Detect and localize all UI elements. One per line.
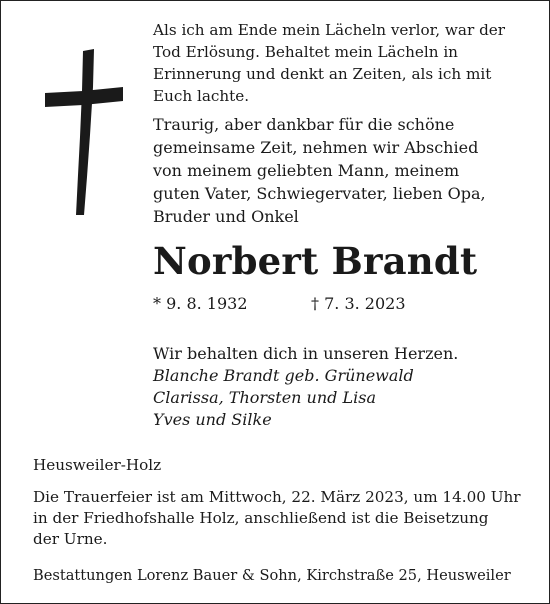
deceased-name: Norbert Brandt <box>153 239 478 283</box>
announcement-line: Bruder und Onkel <box>153 207 299 226</box>
birth-date: * 9. 8. 1932 <box>153 294 248 313</box>
service-line: in der Friedhofshalle Holz, anschließend ist die Beisetzung <box>33 509 489 527</box>
family <box>153 343 533 431</box>
poem-line: Tod Erlösung. Behaltet mein Lächeln in <box>153 43 458 61</box>
family-member: Blanche Brandt geb. Grünewald <box>153 366 414 385</box>
announcement-line: von meinem geliebten Mann, meinem <box>153 161 460 180</box>
poem <box>153 19 533 107</box>
poem-line: Euch lachte. <box>153 87 250 105</box>
announcement <box>153 113 533 228</box>
service-line: der Urne. <box>33 530 108 548</box>
family-intro: Wir behalten dich in unseren Herzen. <box>153 344 459 363</box>
death-date: † 7. 3. 2023 <box>311 294 406 313</box>
announcement-line: gemeinsame Zeit, nehmen wir Abschied <box>153 138 479 157</box>
poem-line: Erinnerung und denkt an Zeiten, als ich mit <box>153 65 492 83</box>
announcement-line: Traurig, aber dankbar für die schöne <box>153 115 455 134</box>
undertaker: Bestattungen Lorenz Bauer & Sohn, Kirchstraße 25, Heusweiler <box>33 567 511 584</box>
service-info <box>33 487 533 550</box>
poem-line: Als ich am Ende mein Lächeln verlor, war der <box>153 21 506 39</box>
family-member: Clarissa, Thorsten und Lisa <box>153 388 376 407</box>
family-member: Yves und Silke <box>153 410 272 429</box>
announcement-line: guten Vater, Schwiegervater, lieben Opa, <box>153 184 486 203</box>
cross-icon <box>43 47 125 217</box>
service-line: Die Trauerfeier ist am Mittwoch, 22. März 2023, um 14.00 Uhr <box>33 488 521 506</box>
location: Heusweiler-Holz <box>33 456 162 474</box>
